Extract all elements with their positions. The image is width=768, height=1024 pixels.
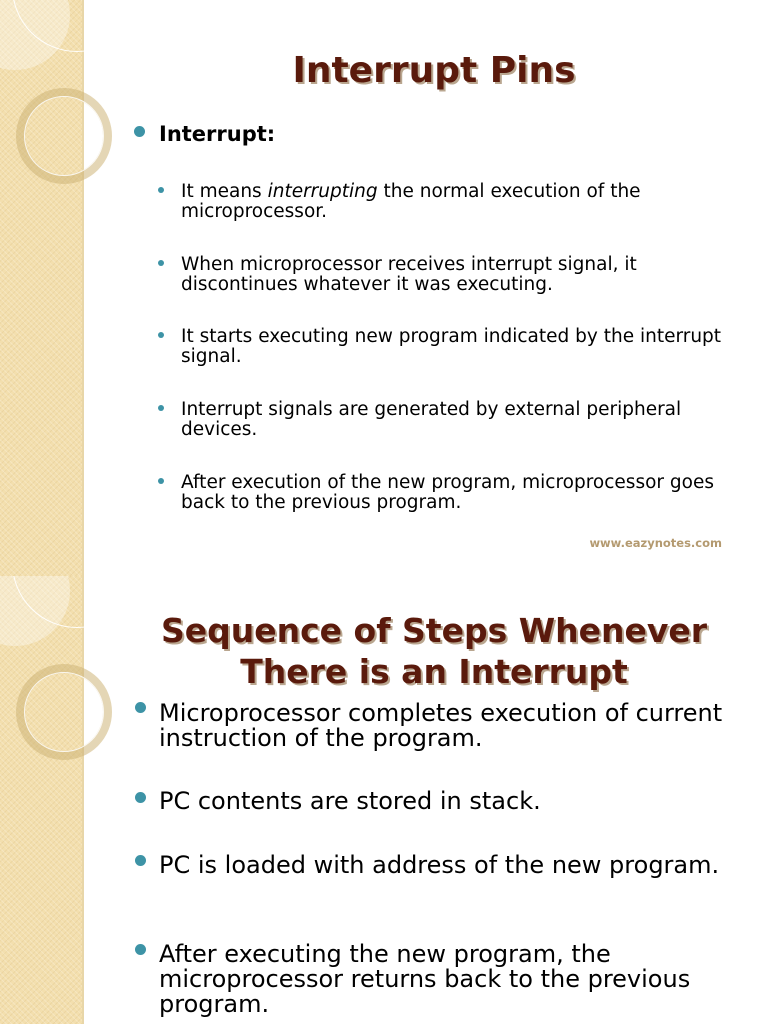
list-item: After execution of the new program, microprocessor goes back to the previous program.	[181, 472, 714, 513]
bullet-dot-icon	[158, 478, 164, 484]
list-item: After executing the new program, the microprocessor returns back to the previous program.	[159, 940, 691, 1018]
decorative-side-strip	[0, 576, 84, 1024]
bullet-dot-icon	[135, 702, 146, 713]
bullet-dot-icon	[158, 332, 164, 338]
slide-title-line: There is an Interrupt	[240, 652, 628, 691]
list-item: PC is loaded with address of the new program.	[159, 851, 720, 879]
bullet-dot-icon	[135, 855, 146, 866]
bullet-dot-icon	[135, 792, 146, 803]
slide-title	[100, 610, 768, 692]
bullet-dot-icon	[158, 405, 164, 411]
decorative-ring-inner	[24, 96, 104, 176]
slide-title: Interrupt Pins	[292, 50, 576, 91]
bullet-dot-icon	[158, 187, 164, 193]
section-heading: Interrupt:	[159, 122, 276, 146]
list-item: Interrupt signals are generated by external peripheral devices.	[181, 399, 682, 440]
list-item: PC contents are stored in stack.	[159, 787, 541, 815]
emphasis-text: interrupting	[267, 181, 378, 202]
bullet-dot-icon	[158, 260, 164, 266]
decorative-ring-inner	[24, 672, 104, 752]
slide-interrupt-sequence	[0, 576, 768, 1024]
source-watermark: www.eazynotes.com	[589, 536, 722, 550]
list-item: It means interrupting the normal execution of the microprocessor.	[181, 181, 641, 222]
decorative-side-strip	[0, 0, 84, 576]
list-item: Microprocessor completes execution of current instruction of the program.	[159, 699, 723, 752]
bullet-dot-icon	[135, 944, 146, 955]
slide-title-line: Sequence of Steps Whenever	[160, 611, 708, 650]
list-item: It starts executing new program indicated by the interrupt signal.	[181, 326, 722, 367]
bullet-dot-icon	[134, 126, 145, 137]
list-item: When microprocessor receives interrupt signal, it discontinues whatever it was executing.	[181, 254, 637, 295]
